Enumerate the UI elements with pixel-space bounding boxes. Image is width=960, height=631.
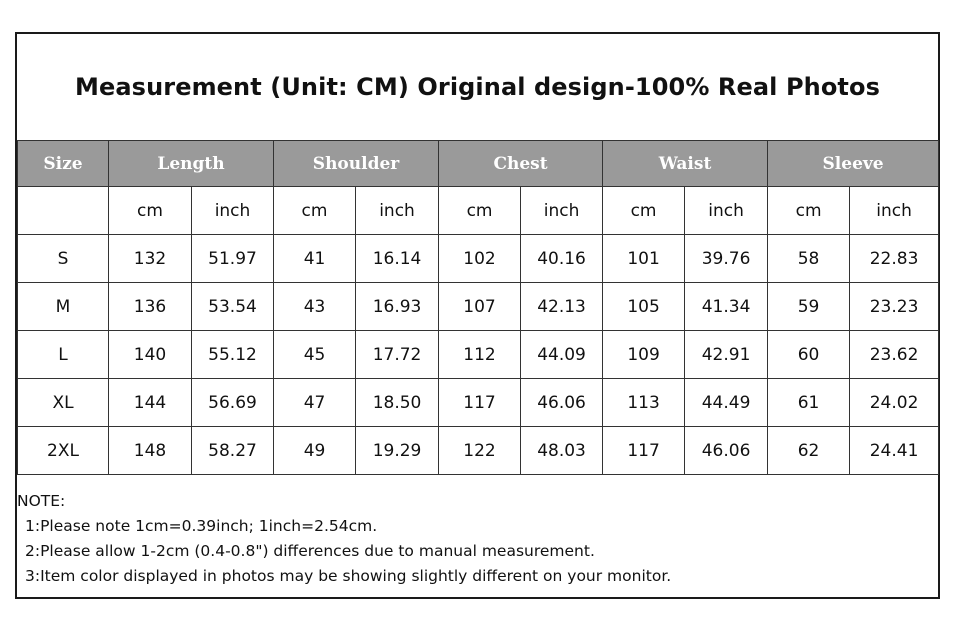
chart-title: Measurement (Unit: CM) Original design-100% Real Photos <box>75 73 880 101</box>
note-line: 2:Please allow 1-2cm (0.4-0.8") differences due to manual measurement. <box>25 542 595 560</box>
notes-section <box>17 489 671 589</box>
value-cell: 60 <box>768 331 850 379</box>
value-cell: 24.41 <box>850 427 939 475</box>
value-cell: 53.54 <box>192 283 274 331</box>
notes-title: NOTE: <box>17 492 66 510</box>
unit-cell: inch <box>192 187 274 235</box>
value-cell: 19.29 <box>356 427 439 475</box>
value-cell: 136 <box>109 283 192 331</box>
value-cell: 45 <box>274 331 356 379</box>
value-cell: 101 <box>603 235 685 283</box>
header-chest: Chest <box>439 141 603 187</box>
value-cell: 22.83 <box>850 235 939 283</box>
value-cell: 59 <box>768 283 850 331</box>
value-cell: 109 <box>603 331 685 379</box>
unit-cell <box>18 187 109 235</box>
value-cell: 55.12 <box>192 331 274 379</box>
value-cell: 144 <box>109 379 192 427</box>
value-cell: 117 <box>439 379 521 427</box>
unit-cell: inch <box>356 187 439 235</box>
value-cell: 61 <box>768 379 850 427</box>
value-cell: 40.16 <box>521 235 603 283</box>
size-cell: M <box>18 283 109 331</box>
size-cell: L <box>18 331 109 379</box>
value-cell: 56.69 <box>192 379 274 427</box>
value-cell: 46.06 <box>521 379 603 427</box>
table-row <box>18 379 939 427</box>
table-row <box>18 235 939 283</box>
value-cell: 41 <box>274 235 356 283</box>
unit-row <box>18 187 939 235</box>
value-cell: 132 <box>109 235 192 283</box>
value-cell: 46.06 <box>685 427 768 475</box>
value-cell: 105 <box>603 283 685 331</box>
header-sleeve: Sleeve <box>768 141 939 187</box>
unit-cell: inch <box>685 187 768 235</box>
value-cell: 16.93 <box>356 283 439 331</box>
header-waist: Waist <box>603 141 768 187</box>
size-cell: 2XL <box>18 427 109 475</box>
value-cell: 44.09 <box>521 331 603 379</box>
value-cell: 23.62 <box>850 331 939 379</box>
value-cell: 49 <box>274 427 356 475</box>
unit-cell: cm <box>768 187 850 235</box>
value-cell: 112 <box>439 331 521 379</box>
value-cell: 51.97 <box>192 235 274 283</box>
unit-cell: cm <box>603 187 685 235</box>
value-cell: 43 <box>274 283 356 331</box>
unit-cell: cm <box>439 187 521 235</box>
value-cell: 102 <box>439 235 521 283</box>
size-chart-frame <box>15 32 940 599</box>
unit-cell: cm <box>274 187 356 235</box>
value-cell: 117 <box>603 427 685 475</box>
value-cell: 42.91 <box>685 331 768 379</box>
header-shoulder: Shoulder <box>274 141 439 187</box>
value-cell: 17.72 <box>356 331 439 379</box>
value-cell: 58.27 <box>192 427 274 475</box>
value-cell: 62 <box>768 427 850 475</box>
value-cell: 113 <box>603 379 685 427</box>
value-cell: 41.34 <box>685 283 768 331</box>
value-cell: 140 <box>109 331 192 379</box>
size-cell: XL <box>18 379 109 427</box>
unit-cell: inch <box>850 187 939 235</box>
value-cell: 148 <box>109 427 192 475</box>
header-length: Length <box>109 141 274 187</box>
note-line: 1:Please note 1cm=0.39inch; 1inch=2.54cm. <box>25 517 378 535</box>
value-cell: 48.03 <box>521 427 603 475</box>
value-cell: 58 <box>768 235 850 283</box>
table-row <box>18 283 939 331</box>
table-header-row <box>18 141 939 187</box>
table-row <box>18 427 939 475</box>
value-cell: 24.02 <box>850 379 939 427</box>
value-cell: 47 <box>274 379 356 427</box>
note-line: 3:Item color displayed in photos may be showing slightly different on your monitor. <box>25 567 672 585</box>
unit-cell: inch <box>521 187 603 235</box>
table-row <box>18 331 939 379</box>
header-size: Size <box>18 141 109 187</box>
value-cell: 44.49 <box>685 379 768 427</box>
value-cell: 18.50 <box>356 379 439 427</box>
value-cell: 23.23 <box>850 283 939 331</box>
value-cell: 122 <box>439 427 521 475</box>
value-cell: 16.14 <box>356 235 439 283</box>
size-cell: S <box>18 235 109 283</box>
unit-cell: cm <box>109 187 192 235</box>
value-cell: 42.13 <box>521 283 603 331</box>
value-cell: 39.76 <box>685 235 768 283</box>
size-table <box>17 140 939 475</box>
value-cell: 107 <box>439 283 521 331</box>
